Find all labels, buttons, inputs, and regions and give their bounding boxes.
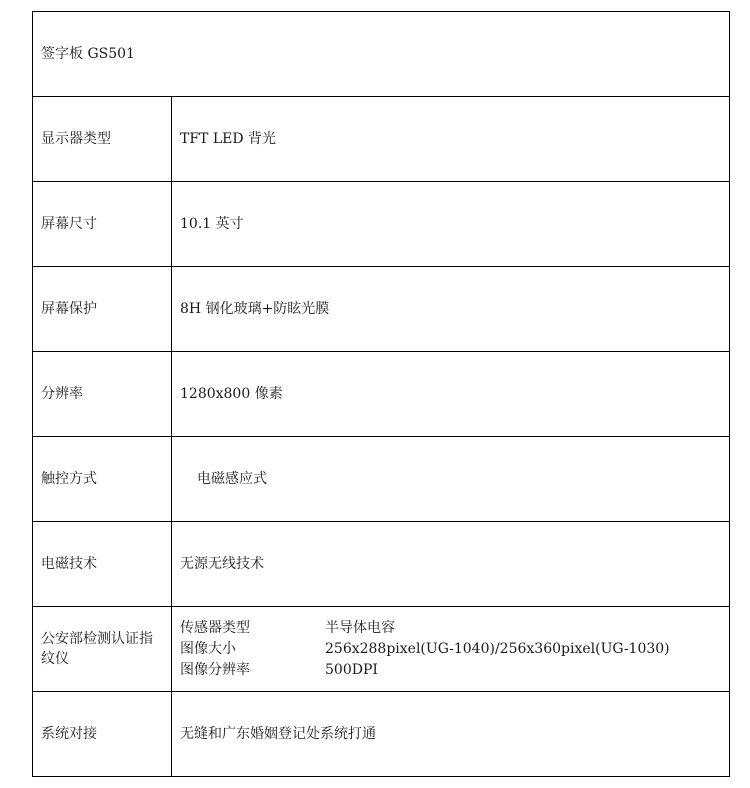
table-row <box>33 522 730 607</box>
row-value: 电磁感应式 <box>172 437 730 522</box>
row-value: 1280x800 像素 <box>172 352 730 437</box>
sensor-spec-name: 图像大小 <box>180 640 236 657</box>
row-label: 屏幕保护 <box>33 267 172 352</box>
table-row <box>33 437 730 522</box>
row-label: 电磁技术 <box>33 522 172 607</box>
table-row <box>33 182 730 267</box>
row-label: 分辨率 <box>33 352 172 437</box>
product-title: 签字板 GS501 <box>33 12 730 97</box>
row-label: 触控方式 <box>33 437 172 522</box>
row-label: 公安部检测认证指纹仪 <box>33 607 172 692</box>
title-row <box>33 12 730 97</box>
table-row <box>33 267 730 352</box>
sensor-spec-value: 500DPI <box>325 661 378 678</box>
row-label: 系统对接 <box>33 692 172 777</box>
row-value: 无源无线技术 <box>172 522 730 607</box>
table-row <box>33 692 730 777</box>
row-label: 屏幕尺寸 <box>33 182 172 267</box>
table-row-fingerprint <box>33 607 730 692</box>
row-value: 8H 钢化玻璃+防眩光膜 <box>172 267 730 352</box>
table-row <box>33 97 730 182</box>
row-value: 10.1 英寸 <box>172 182 730 267</box>
row-value: 无缝和广东婚姻登记处系统打通 <box>172 692 730 777</box>
sensor-spec-value: 256x288pixel(UG-1040)/256x360pixel(UG-1030) <box>325 640 670 657</box>
row-value: TFT LED 背光 <box>172 97 730 182</box>
sensor-spec-name: 图像分辨率 <box>180 661 250 678</box>
sensor-spec-name: 传感器类型 <box>180 619 250 636</box>
sensor-grid <box>180 618 729 681</box>
spec-table <box>32 11 730 777</box>
sensor-specs <box>172 607 730 692</box>
row-label: 显示器类型 <box>33 97 172 182</box>
table-row <box>33 352 730 437</box>
sensor-spec-value: 半导体电容 <box>325 619 395 636</box>
